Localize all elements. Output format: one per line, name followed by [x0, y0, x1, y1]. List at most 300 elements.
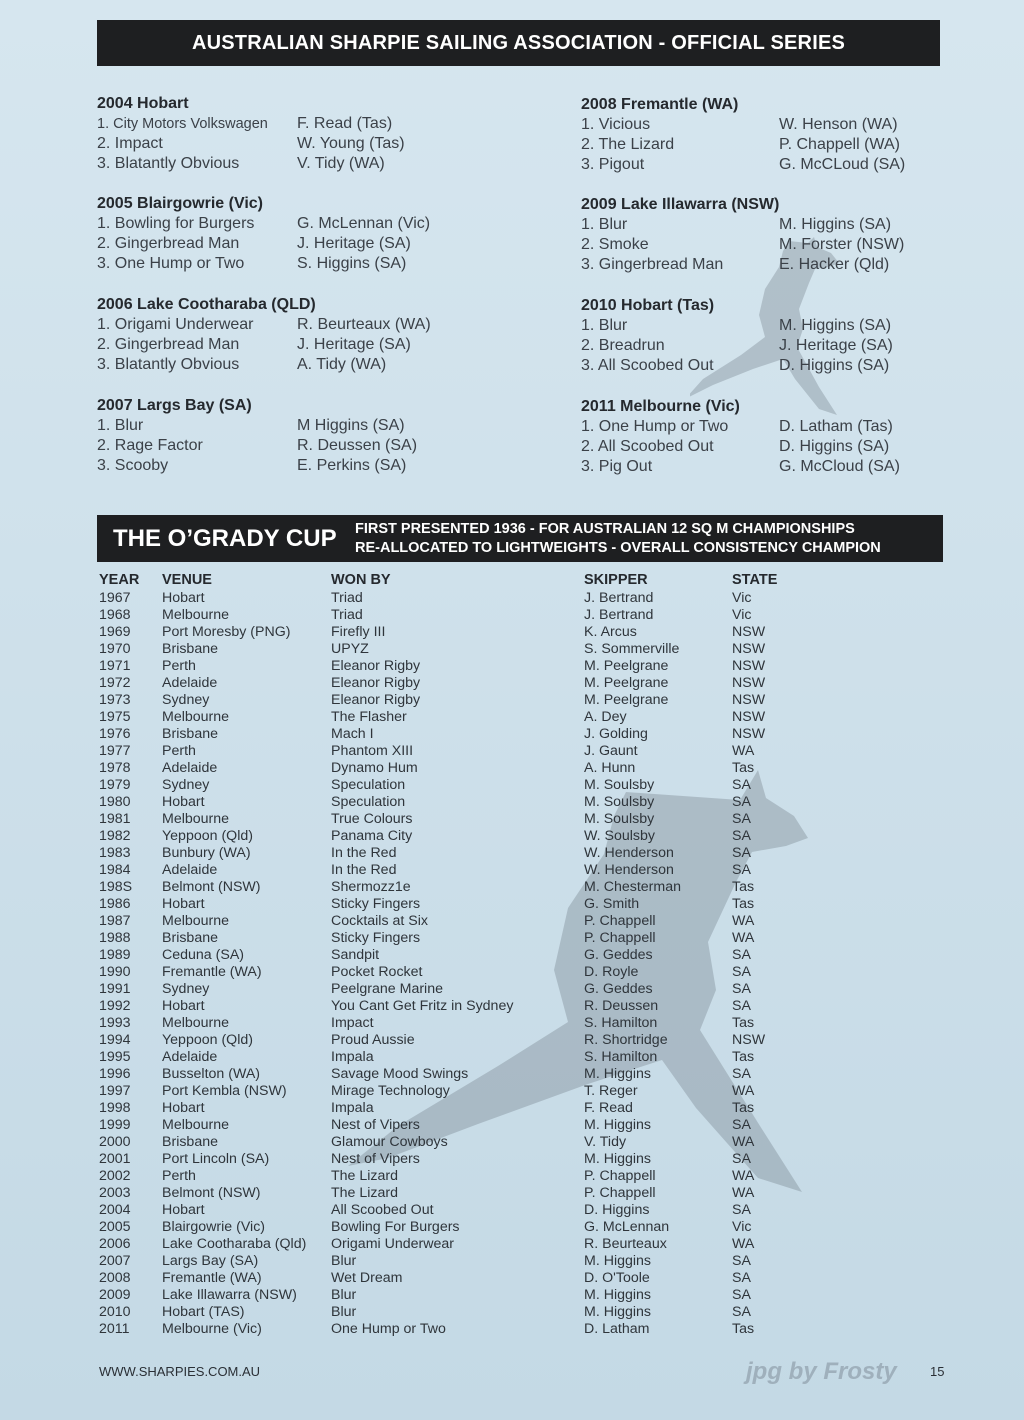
- table-row: [99, 1219, 819, 1236]
- cell-state: Tas: [732, 879, 755, 895]
- table-row: [99, 930, 819, 947]
- table-row: [99, 1304, 819, 1321]
- cell-state: SA: [732, 845, 751, 861]
- skipper-name: R. Deussen (SA): [297, 437, 418, 454]
- event-title: 2008 Fremantle (WA): [581, 96, 739, 113]
- boat-name: 1. Bowling for Burgers: [97, 215, 255, 232]
- cell-year: 1969: [99, 624, 131, 640]
- cell-venue: Perth: [162, 1168, 196, 1184]
- cell-state: Vic: [732, 607, 752, 623]
- skipper-name: D. Higgins (SA): [779, 438, 890, 455]
- skipper-name: M Higgins (SA): [297, 417, 405, 434]
- cell-won-by: UPYZ: [331, 641, 369, 657]
- cell-state: SA: [732, 981, 751, 997]
- skipper-name: A. Tidy (WA): [297, 356, 387, 373]
- cell-venue: Hobart: [162, 998, 205, 1014]
- result-row: [581, 155, 1001, 175]
- cell-venue: Hobart: [162, 590, 205, 606]
- cell-venue: Sydney: [162, 692, 210, 708]
- cell-venue: Hobart (TAS): [162, 1304, 245, 1320]
- result-row: [581, 255, 1001, 275]
- series-event: [581, 296, 1001, 376]
- cell-won-by: Pocket Rocket: [331, 964, 423, 980]
- event-title: 2004 Hobart: [97, 95, 189, 112]
- cell-year: 1968: [99, 607, 131, 623]
- table-row: [99, 794, 819, 811]
- cell-venue: Sydney: [162, 981, 210, 997]
- cell-state: SA: [732, 1117, 751, 1133]
- table-row: [99, 658, 819, 675]
- cup-title: THE O’GRADY CUP: [113, 525, 337, 552]
- result-row: [581, 215, 1001, 235]
- cell-year: 1995: [99, 1049, 131, 1065]
- cell-year: 1993: [99, 1015, 131, 1031]
- table-row: [99, 777, 819, 794]
- cell-year: 1997: [99, 1083, 131, 1099]
- cell-skipper: G. Geddes: [584, 981, 653, 997]
- cell-state: WA: [732, 913, 755, 929]
- cell-skipper: S. Hamilton: [584, 1049, 658, 1065]
- cell-skipper: T. Reger: [584, 1083, 638, 1099]
- table-row: [99, 862, 819, 879]
- photo-credit: jpg by Frosty: [746, 1358, 897, 1385]
- cell-skipper: F. Read: [584, 1100, 633, 1116]
- series-event: [581, 195, 1001, 275]
- cell-year: 1967: [99, 590, 131, 606]
- skipper-name: F. Read (Tas): [297, 115, 393, 132]
- cell-venue: Port Moresby (PNG): [162, 624, 291, 640]
- cell-state: SA: [732, 828, 751, 844]
- table-row: [99, 1185, 819, 1202]
- table-row: [99, 624, 819, 641]
- result-row: [97, 214, 517, 234]
- table-row: [99, 1270, 819, 1287]
- skipper-name: G. McCloud (SA): [779, 458, 900, 475]
- cell-venue: Lake Illawarra (NSW): [162, 1287, 297, 1303]
- cup-subtitle: [355, 520, 881, 558]
- table-row: [99, 1049, 819, 1066]
- cell-state: Tas: [732, 1100, 755, 1116]
- cell-state: SA: [732, 794, 751, 810]
- boat-name: 3. One Hump or Two: [97, 255, 245, 272]
- table-header-row: [99, 572, 819, 590]
- cell-won-by: Sandpit: [331, 947, 380, 963]
- cell-state: NSW: [732, 624, 766, 640]
- cell-won-by: Speculation: [331, 794, 406, 810]
- cell-skipper: M. Higgins: [584, 1287, 652, 1303]
- cell-state: Tas: [732, 760, 755, 776]
- boat-name: 1. Origami Underwear: [97, 316, 254, 333]
- boat-name: 3. Gingerbread Man: [581, 256, 724, 273]
- cell-skipper: R. Beurteaux: [584, 1236, 667, 1252]
- header-venue: VENUE: [162, 572, 212, 588]
- result-row: [97, 254, 517, 274]
- cell-won-by: Blur: [331, 1304, 357, 1320]
- event-title: 2007 Largs Bay (SA): [97, 397, 252, 414]
- skipper-name: V. Tidy (WA): [297, 155, 385, 172]
- boat-name: 3. Pigout: [581, 156, 645, 173]
- boat-name: 3. Blatantly Obvious: [97, 155, 240, 172]
- cell-skipper: D. Higgins: [584, 1202, 650, 1218]
- boat-name: 2. Gingerbread Man: [97, 336, 240, 353]
- cell-won-by: Origami Underwear: [331, 1236, 454, 1252]
- cell-year: 2006: [99, 1236, 131, 1252]
- result-row: [581, 115, 1001, 135]
- cell-year: 2002: [99, 1168, 131, 1184]
- cell-won-by: Proud Aussie: [331, 1032, 415, 1048]
- cell-state: Tas: [732, 1321, 755, 1337]
- cell-venue: Hobart: [162, 794, 205, 810]
- cell-state: WA: [732, 743, 755, 759]
- cell-skipper: M. Peelgrane: [584, 692, 669, 708]
- header-state: STATE: [732, 572, 778, 588]
- cell-venue: Perth: [162, 658, 196, 674]
- event-title: 2009 Lake Illawarra (NSW): [581, 196, 780, 213]
- boat-name: 2. The Lizard: [581, 136, 675, 153]
- table-row: [99, 1066, 819, 1083]
- header-year: YEAR: [99, 572, 140, 588]
- skipper-name: J. Heritage (SA): [297, 336, 411, 353]
- table-row: [99, 913, 819, 930]
- table-row: [99, 879, 819, 896]
- cell-venue: Lake Cootharaba (Qld): [162, 1236, 307, 1252]
- cell-won-by: Glamour Cowboys: [331, 1134, 448, 1150]
- series-event: [581, 397, 1001, 477]
- cell-venue: Largs Bay (SA): [162, 1253, 259, 1269]
- cell-state: SA: [732, 1304, 751, 1320]
- cell-skipper: D. Latham: [584, 1321, 650, 1337]
- cell-venue: Perth: [162, 743, 196, 759]
- event-title: 2005 Blairgowrie (Vic): [97, 195, 263, 212]
- cell-won-by: The Lizard: [331, 1168, 399, 1184]
- cell-state: WA: [732, 930, 755, 946]
- result-row: [581, 356, 1001, 376]
- table-row: [99, 1321, 819, 1338]
- cell-skipper: R. Deussen: [584, 998, 659, 1014]
- cell-year: 1973: [99, 692, 131, 708]
- cell-skipper: M. Higgins: [584, 1117, 652, 1133]
- table-row: [99, 1100, 819, 1117]
- cell-venue: Melbourne: [162, 1117, 230, 1133]
- cell-year: 1986: [99, 896, 131, 912]
- table-row: [99, 590, 819, 607]
- series-event: [581, 95, 1001, 175]
- table-row: [99, 1151, 819, 1168]
- boat-name: 1. Blur: [97, 417, 144, 434]
- event-title: 2006 Lake Cootharaba (QLD): [97, 296, 316, 313]
- cell-state: SA: [732, 1202, 751, 1218]
- cell-state: WA: [732, 1168, 755, 1184]
- cell-state: WA: [732, 1236, 755, 1252]
- cup-results-table: [99, 572, 819, 1338]
- cell-won-by: Blur: [331, 1287, 357, 1303]
- cell-won-by: Speculation: [331, 777, 406, 793]
- cell-state: WA: [732, 1083, 755, 1099]
- cell-won-by: Peelgrane Marine: [331, 981, 443, 997]
- cell-skipper: M. Higgins: [584, 1066, 652, 1082]
- cell-venue: Ceduna (SA): [162, 947, 245, 963]
- cell-state: SA: [732, 1287, 751, 1303]
- cell-state: Vic: [732, 1219, 752, 1235]
- cell-venue: Brisbane: [162, 726, 218, 742]
- skipper-name: W. Young (Tas): [297, 135, 405, 152]
- cell-year: 2003: [99, 1185, 131, 1201]
- table-row: [99, 1168, 819, 1185]
- table-row: [99, 964, 819, 981]
- boat-name: 2. Breadrun: [581, 337, 665, 354]
- cell-won-by: Eleanor Rigby: [331, 658, 421, 674]
- cell-won-by: Savage Mood Swings: [331, 1066, 469, 1082]
- cell-skipper: M. Higgins: [584, 1151, 652, 1167]
- cell-state: WA: [732, 1134, 755, 1150]
- cell-venue: Yeppoon (Qld): [162, 828, 253, 844]
- cell-won-by: Mach I: [331, 726, 374, 742]
- boat-name: 1. Blur: [581, 216, 628, 233]
- table-row: [99, 1117, 819, 1134]
- table-row: [99, 709, 819, 726]
- cell-venue: Bunbury (WA): [162, 845, 251, 861]
- cell-won-by: Wet Dream: [331, 1270, 403, 1286]
- series-event: [97, 194, 517, 274]
- cell-skipper: D. Royle: [584, 964, 639, 980]
- result-row: [97, 355, 517, 375]
- table-row: [99, 998, 819, 1015]
- cell-skipper: G. McLennan: [584, 1219, 670, 1235]
- table-row: [99, 981, 819, 998]
- skipper-name: M. Higgins (SA): [779, 317, 892, 334]
- series-event: [97, 295, 517, 375]
- cell-year: 1983: [99, 845, 131, 861]
- cell-venue: Melbourne (Vic): [162, 1321, 262, 1337]
- cell-won-by: The Lizard: [331, 1185, 399, 1201]
- table-row: [99, 1253, 819, 1270]
- cell-venue: Port Lincoln (SA): [162, 1151, 270, 1167]
- cell-skipper: P. Chappell: [584, 930, 656, 946]
- cell-skipper: V. Tidy: [584, 1134, 627, 1150]
- table-row: [99, 607, 819, 624]
- cell-skipper: M. Peelgrane: [584, 675, 669, 691]
- cell-skipper: G. Geddes: [584, 947, 653, 963]
- cell-won-by: Sticky Fingers: [331, 930, 421, 946]
- cell-state: Vic: [732, 590, 752, 606]
- result-row: [97, 436, 517, 456]
- cell-year: 1991: [99, 981, 131, 997]
- cell-venue: Melbourne: [162, 811, 230, 827]
- skipper-name: P. Chappell (WA): [779, 136, 900, 153]
- table-row: [99, 641, 819, 658]
- cell-year: 2007: [99, 1253, 131, 1269]
- cell-year: 2001: [99, 1151, 131, 1167]
- cell-state: SA: [732, 964, 751, 980]
- result-row: [97, 154, 517, 174]
- boat-name: 2. All Scoobed Out: [581, 438, 714, 455]
- cell-venue: Brisbane: [162, 1134, 218, 1150]
- result-row: [581, 437, 1001, 457]
- cell-state: SA: [732, 862, 751, 878]
- cell-year: 1979: [99, 777, 131, 793]
- result-row: [97, 335, 517, 355]
- skipper-name: J. Heritage (SA): [779, 337, 893, 354]
- event-title: 2010 Hobart (Tas): [581, 297, 715, 314]
- cell-state: SA: [732, 1066, 751, 1082]
- cell-year: 1977: [99, 743, 131, 759]
- cell-venue: Belmont (NSW): [162, 879, 261, 895]
- cell-skipper: G. Smith: [584, 896, 640, 912]
- boat-name: 3. Pig Out: [581, 458, 653, 475]
- boat-name: 2. Gingerbread Man: [97, 235, 240, 252]
- cell-won-by: Dynamo Hum: [331, 760, 418, 776]
- cell-year: 2005: [99, 1219, 131, 1235]
- result-row: [97, 456, 517, 476]
- cell-year: 1994: [99, 1032, 131, 1048]
- cell-won-by: Triad: [331, 590, 363, 606]
- result-row: [97, 416, 517, 436]
- cell-skipper: M. Higgins: [584, 1304, 652, 1320]
- cell-venue: Fremantle (WA): [162, 1270, 262, 1286]
- result-row: [581, 135, 1001, 155]
- table-row: [99, 1032, 819, 1049]
- cell-year: 2008: [99, 1270, 131, 1286]
- cell-won-by: Triad: [331, 607, 363, 623]
- table-row: [99, 1236, 819, 1253]
- cell-state: SA: [732, 777, 751, 793]
- cell-year: 1987: [99, 913, 131, 929]
- cell-won-by: Impact: [331, 1015, 374, 1031]
- cell-won-by: Cocktails at Six: [331, 913, 428, 929]
- cell-state: NSW: [732, 709, 766, 725]
- cell-venue: Melbourne: [162, 1015, 230, 1031]
- result-row: [97, 134, 517, 154]
- boat-name: 1. Vicious: [581, 116, 651, 133]
- cell-year: 2011: [99, 1321, 130, 1337]
- cell-skipper: P. Chappell: [584, 1168, 656, 1184]
- cell-state: NSW: [732, 658, 766, 674]
- boat-name: 2. Smoke: [581, 236, 649, 253]
- table-row: [99, 947, 819, 964]
- cell-state: SA: [732, 1270, 751, 1286]
- cell-year: 1978: [99, 760, 131, 776]
- boat-name: 3. Blatantly Obvious: [97, 356, 240, 373]
- cell-skipper: A. Hunn: [584, 760, 636, 776]
- cell-venue: Adelaide: [162, 862, 218, 878]
- cell-skipper: R. Shortridge: [584, 1032, 668, 1048]
- cell-year: 1989: [99, 947, 131, 963]
- cell-won-by: True Colours: [331, 811, 413, 827]
- cell-won-by: Impala: [331, 1100, 374, 1116]
- cell-year: 2009: [99, 1287, 131, 1303]
- table-row: [99, 1134, 819, 1151]
- header-skipper: SKIPPER: [584, 572, 648, 588]
- website-url: WWW.SHARPIES.COM.AU: [99, 1364, 261, 1379]
- cell-skipper: M. Soulsby: [584, 811, 655, 827]
- cell-skipper: M. Soulsby: [584, 777, 655, 793]
- table-row: [99, 828, 819, 845]
- official-series-title: AUSTRALIAN SHARPIE SAILING ASSOCIATION - OFFICIAL SERIES: [191, 31, 846, 54]
- table-row: [99, 675, 819, 692]
- cell-year: 1971: [99, 658, 131, 674]
- table-row: [99, 1287, 819, 1304]
- series-event: [97, 396, 517, 476]
- cell-venue: Adelaide: [162, 1049, 218, 1065]
- skipper-name: D. Higgins (SA): [779, 357, 890, 374]
- cell-skipper: M. Peelgrane: [584, 658, 669, 674]
- table-row: [99, 1202, 819, 1219]
- official-series-banner: [97, 20, 940, 66]
- cell-year: 1980: [99, 794, 131, 810]
- table-row: [99, 692, 819, 709]
- cell-year: 2010: [99, 1304, 131, 1320]
- cell-year: 1988: [99, 930, 131, 946]
- cell-won-by: Phantom XIII: [331, 743, 414, 759]
- cup-subtitle-line1: FIRST PRESENTED 1936 - FOR AUSTRALIAN 12 SQ M CHAMPIONSHIPS: [355, 521, 855, 537]
- cell-skipper: M. Soulsby: [584, 794, 655, 810]
- cell-year: 1996: [99, 1066, 131, 1082]
- boat-name: 1. Blur: [581, 317, 628, 334]
- cell-won-by: Impala: [331, 1049, 374, 1065]
- cell-won-by: Eleanor Rigby: [331, 692, 421, 708]
- table-row: [99, 896, 819, 913]
- result-row: [581, 457, 1001, 477]
- cell-state: NSW: [732, 641, 766, 657]
- cell-skipper: D. O'Toole: [584, 1270, 650, 1286]
- cell-venue: Hobart: [162, 1202, 205, 1218]
- result-row: [97, 114, 517, 134]
- cell-year: 1984: [99, 862, 131, 878]
- result-row: [581, 316, 1001, 336]
- cell-state: SA: [732, 998, 751, 1014]
- cell-skipper: J. Golding: [584, 726, 648, 742]
- cell-won-by: Nest of Vipers: [331, 1151, 420, 1167]
- cell-venue: Busselton (WA): [162, 1066, 261, 1082]
- cell-state: SA: [732, 1151, 751, 1167]
- cell-venue: Hobart: [162, 896, 205, 912]
- cell-year: 1990: [99, 964, 131, 980]
- skipper-name: D. Latham (Tas): [779, 418, 893, 435]
- cell-skipper: S. Sommerville: [584, 641, 680, 657]
- cell-year: 1972: [99, 675, 131, 691]
- cell-year: 2000: [99, 1134, 131, 1150]
- result-row: [97, 315, 517, 335]
- cell-year: 1981: [99, 811, 131, 827]
- cell-won-by: Eleanor Rigby: [331, 675, 421, 691]
- cell-state: SA: [732, 1253, 751, 1269]
- cell-state: NSW: [732, 726, 766, 742]
- cell-won-by: Nest of Vipers: [331, 1117, 420, 1133]
- series-event: [97, 94, 517, 174]
- cell-won-by: Panama City: [331, 828, 413, 844]
- cell-skipper: J. Bertrand: [584, 590, 654, 606]
- skipper-name: M. Forster (NSW): [779, 236, 905, 253]
- cell-won-by: Shermozz1e: [331, 879, 411, 895]
- cell-venue: Melbourne: [162, 709, 230, 725]
- cell-skipper: S. Hamilton: [584, 1015, 658, 1031]
- cell-won-by: In the Red: [331, 845, 397, 861]
- cell-year: 1982: [99, 828, 131, 844]
- skipper-name: E. Hacker (Qld): [779, 256, 890, 273]
- cell-year: 2004: [99, 1202, 131, 1218]
- result-row: [581, 417, 1001, 437]
- cell-won-by: One Hump or Two: [331, 1321, 446, 1337]
- cell-venue: Brisbane: [162, 641, 218, 657]
- table-row: [99, 726, 819, 743]
- cell-venue: Yeppoon (Qld): [162, 1032, 253, 1048]
- table-body: [99, 590, 819, 1338]
- cell-year: 198S: [99, 879, 133, 895]
- cell-skipper: K. Arcus: [584, 624, 637, 640]
- skipper-name: W. Henson (WA): [779, 116, 898, 133]
- cell-skipper: A. Dey: [584, 709, 627, 725]
- skipper-name: G. McLennan (Vic): [297, 215, 431, 232]
